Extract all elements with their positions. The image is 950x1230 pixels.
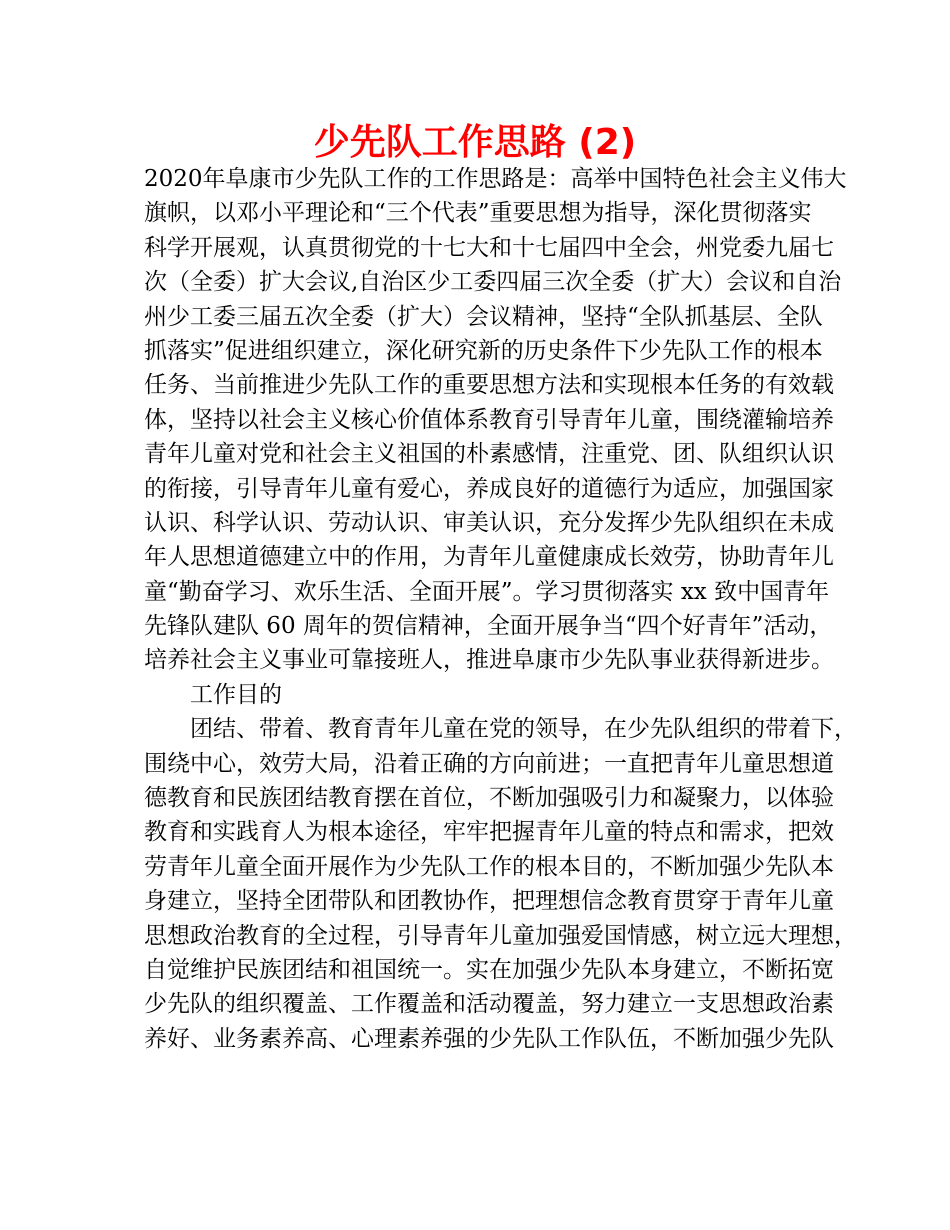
body-line: 次（全委）扩大会议,自治区少工委四届三次全委（扩大）会议和自治 [144,269,842,296]
document-body [144,162,857,1056]
body-line: 童“勤奋学习、欢乐生活、全面开展”。学习贯彻落实 xx 致中国青年 [144,578,830,605]
body-line: 劳青年儿童全面开展作为少先队工作的根本目的，不断加强少先队本 [144,853,834,880]
body-line: 培养社会主义事业可靠接班人，推进阜康市少先队事业获得新进步。 [144,647,834,674]
body-line: 先锋队建队 60 周年的贺信精神，全面开展争当“四个好青年”活动， [144,613,833,640]
body-line: 州少工委三届五次全委（扩大）会议精神，坚持“全队抓基层、全队 [144,303,823,330]
body-line: 2020年阜康市少先队工作的工作思路是：高举中国特色社会主义伟大 [144,166,847,192]
document-title: 少先队工作思路 (2) [313,122,637,163]
body-line: 科学开展观，认真贯彻党的十七大和十七届四中全会，州党委九届七 [144,234,834,261]
body-line: 身建立，坚持全团带队和团教协作，把理想信念教育贯穿于青年儿童 [144,888,834,915]
body-line: 德教育和民族团结教育摆在首位，不断加强吸引力和凝聚力，以体验 [144,785,834,812]
body-line: 认识、科学认识、劳动认识、审美认识，充分发挥少先队组织在未成 [144,509,834,536]
body-line: 养好、业务素养高、心理素养强的少先队工作队伍，不断加强少先队 [144,1025,834,1052]
body-line: 少先队的组织覆盖、工作覆盖和活动覆盖，努力建立一支思想政治素 [144,991,834,1018]
body-line: 体，坚持以社会主义核心价值体系教育引导青年儿童，围绕灌输培养 [144,406,834,433]
section-heading: 工作目的 [190,681,282,708]
body-line: 思想政治教育的全过程，引导青年儿童加强爱国情感，树立远大理想， [144,922,857,949]
body-line: 抓落实”促进组织建立，深化研究新的历史条件下少先队工作的根本 [144,337,823,364]
body-line: 青年儿童对党和社会主义祖国的朴素感情，注重党、团、队组织认识 [144,441,834,468]
body-line: 自觉维护民族团结和祖国统一。实在加强少先队本身建立，不断拓宽 [144,956,834,983]
body-line: 围绕中心，效劳大局，沿着正确的方向前进；一直把青年儿童思想道 [144,750,834,777]
body-line: 旗帜，以邓小平理论和“三个代表”重要思想为指导，深化贯彻落实 [144,200,812,227]
body-line: 教育和实践育人为根本途径，牢牢把握青年儿童的特点和需求，把效 [144,819,834,846]
body-line: 年人思想道德建立中的作用，为青年儿童健康成长效劳，协助青年儿 [144,544,834,571]
body-line: 任务、当前推进少先队工作的重要思想方法和实现根本任务的有效载 [144,372,834,399]
body-line: 的衔接，引导青年儿童有爱心，养成良好的道德行为适应，加强国家 [144,475,834,502]
body-line: 团结、带着、教育青年儿童在党的领导，在少先队组织的带着下， [190,716,857,743]
